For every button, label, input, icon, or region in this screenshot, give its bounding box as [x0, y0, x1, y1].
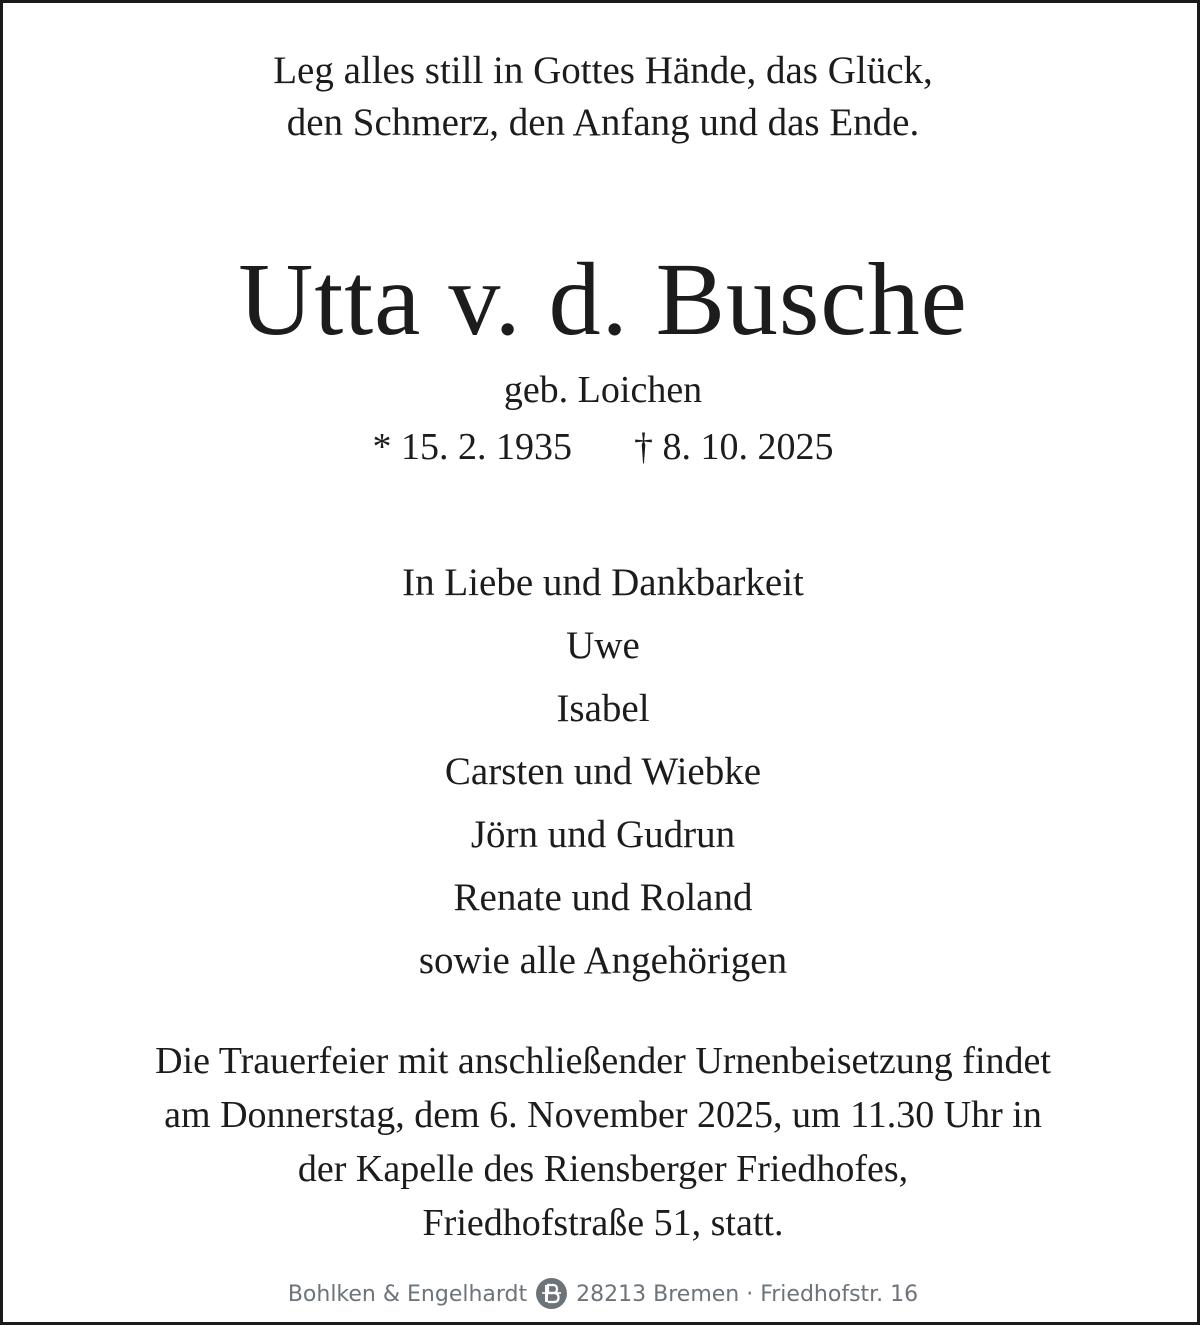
life-dates: [3, 421, 1200, 473]
death-date: † 8. 10. 2025: [634, 426, 834, 468]
mourner-name: Isabel: [556, 687, 650, 730]
mourners-outro: sowie alle Angehörigen: [418, 939, 788, 982]
deceased-name: Utta v. d. Busche: [238, 242, 968, 357]
verse-line-2: den Schmerz, den Anfang und das Ende.: [286, 101, 920, 144]
maiden-name: geb. Loichen: [503, 369, 703, 411]
mourner-name: Renate und Roland: [453, 876, 753, 919]
service-line-1: Die Trauerfeier mit anschließender Urnenbeisetzung findet: [155, 1040, 1051, 1082]
mourner-name: Carsten und Wiebke: [444, 750, 762, 793]
mourner-name: Jörn und Gudrun: [470, 813, 736, 856]
verse-line-1: Leg alles still in Gottes Hände, das Glück,: [273, 49, 933, 92]
verse: [3, 45, 1200, 149]
service-notice: [3, 1034, 1200, 1250]
service-line-3: der Kapelle des Riensberger Friedhofes,: [297, 1148, 909, 1190]
birth-date: * 15. 2. 1935: [372, 426, 572, 468]
service-line-2: am Donnerstag, dem 6. November 2025, um 11.30 Uhr in: [164, 1094, 1042, 1136]
be-monogram-icon: [535, 1277, 568, 1310]
mourners-intro: In Liebe und Dankbarkeit: [402, 561, 804, 604]
funeral-home-address: 28213 Bremen · Friedhofstr. 16: [576, 1282, 919, 1307]
mourners-list: [3, 551, 1200, 992]
funeral-home-footer: [3, 1275, 1200, 1315]
funeral-home-name: Bohlken & Engelhardt: [287, 1282, 528, 1307]
mourner-name: Uwe: [566, 624, 640, 667]
service-line-4: Friedhofstraße 51, statt.: [422, 1202, 784, 1244]
